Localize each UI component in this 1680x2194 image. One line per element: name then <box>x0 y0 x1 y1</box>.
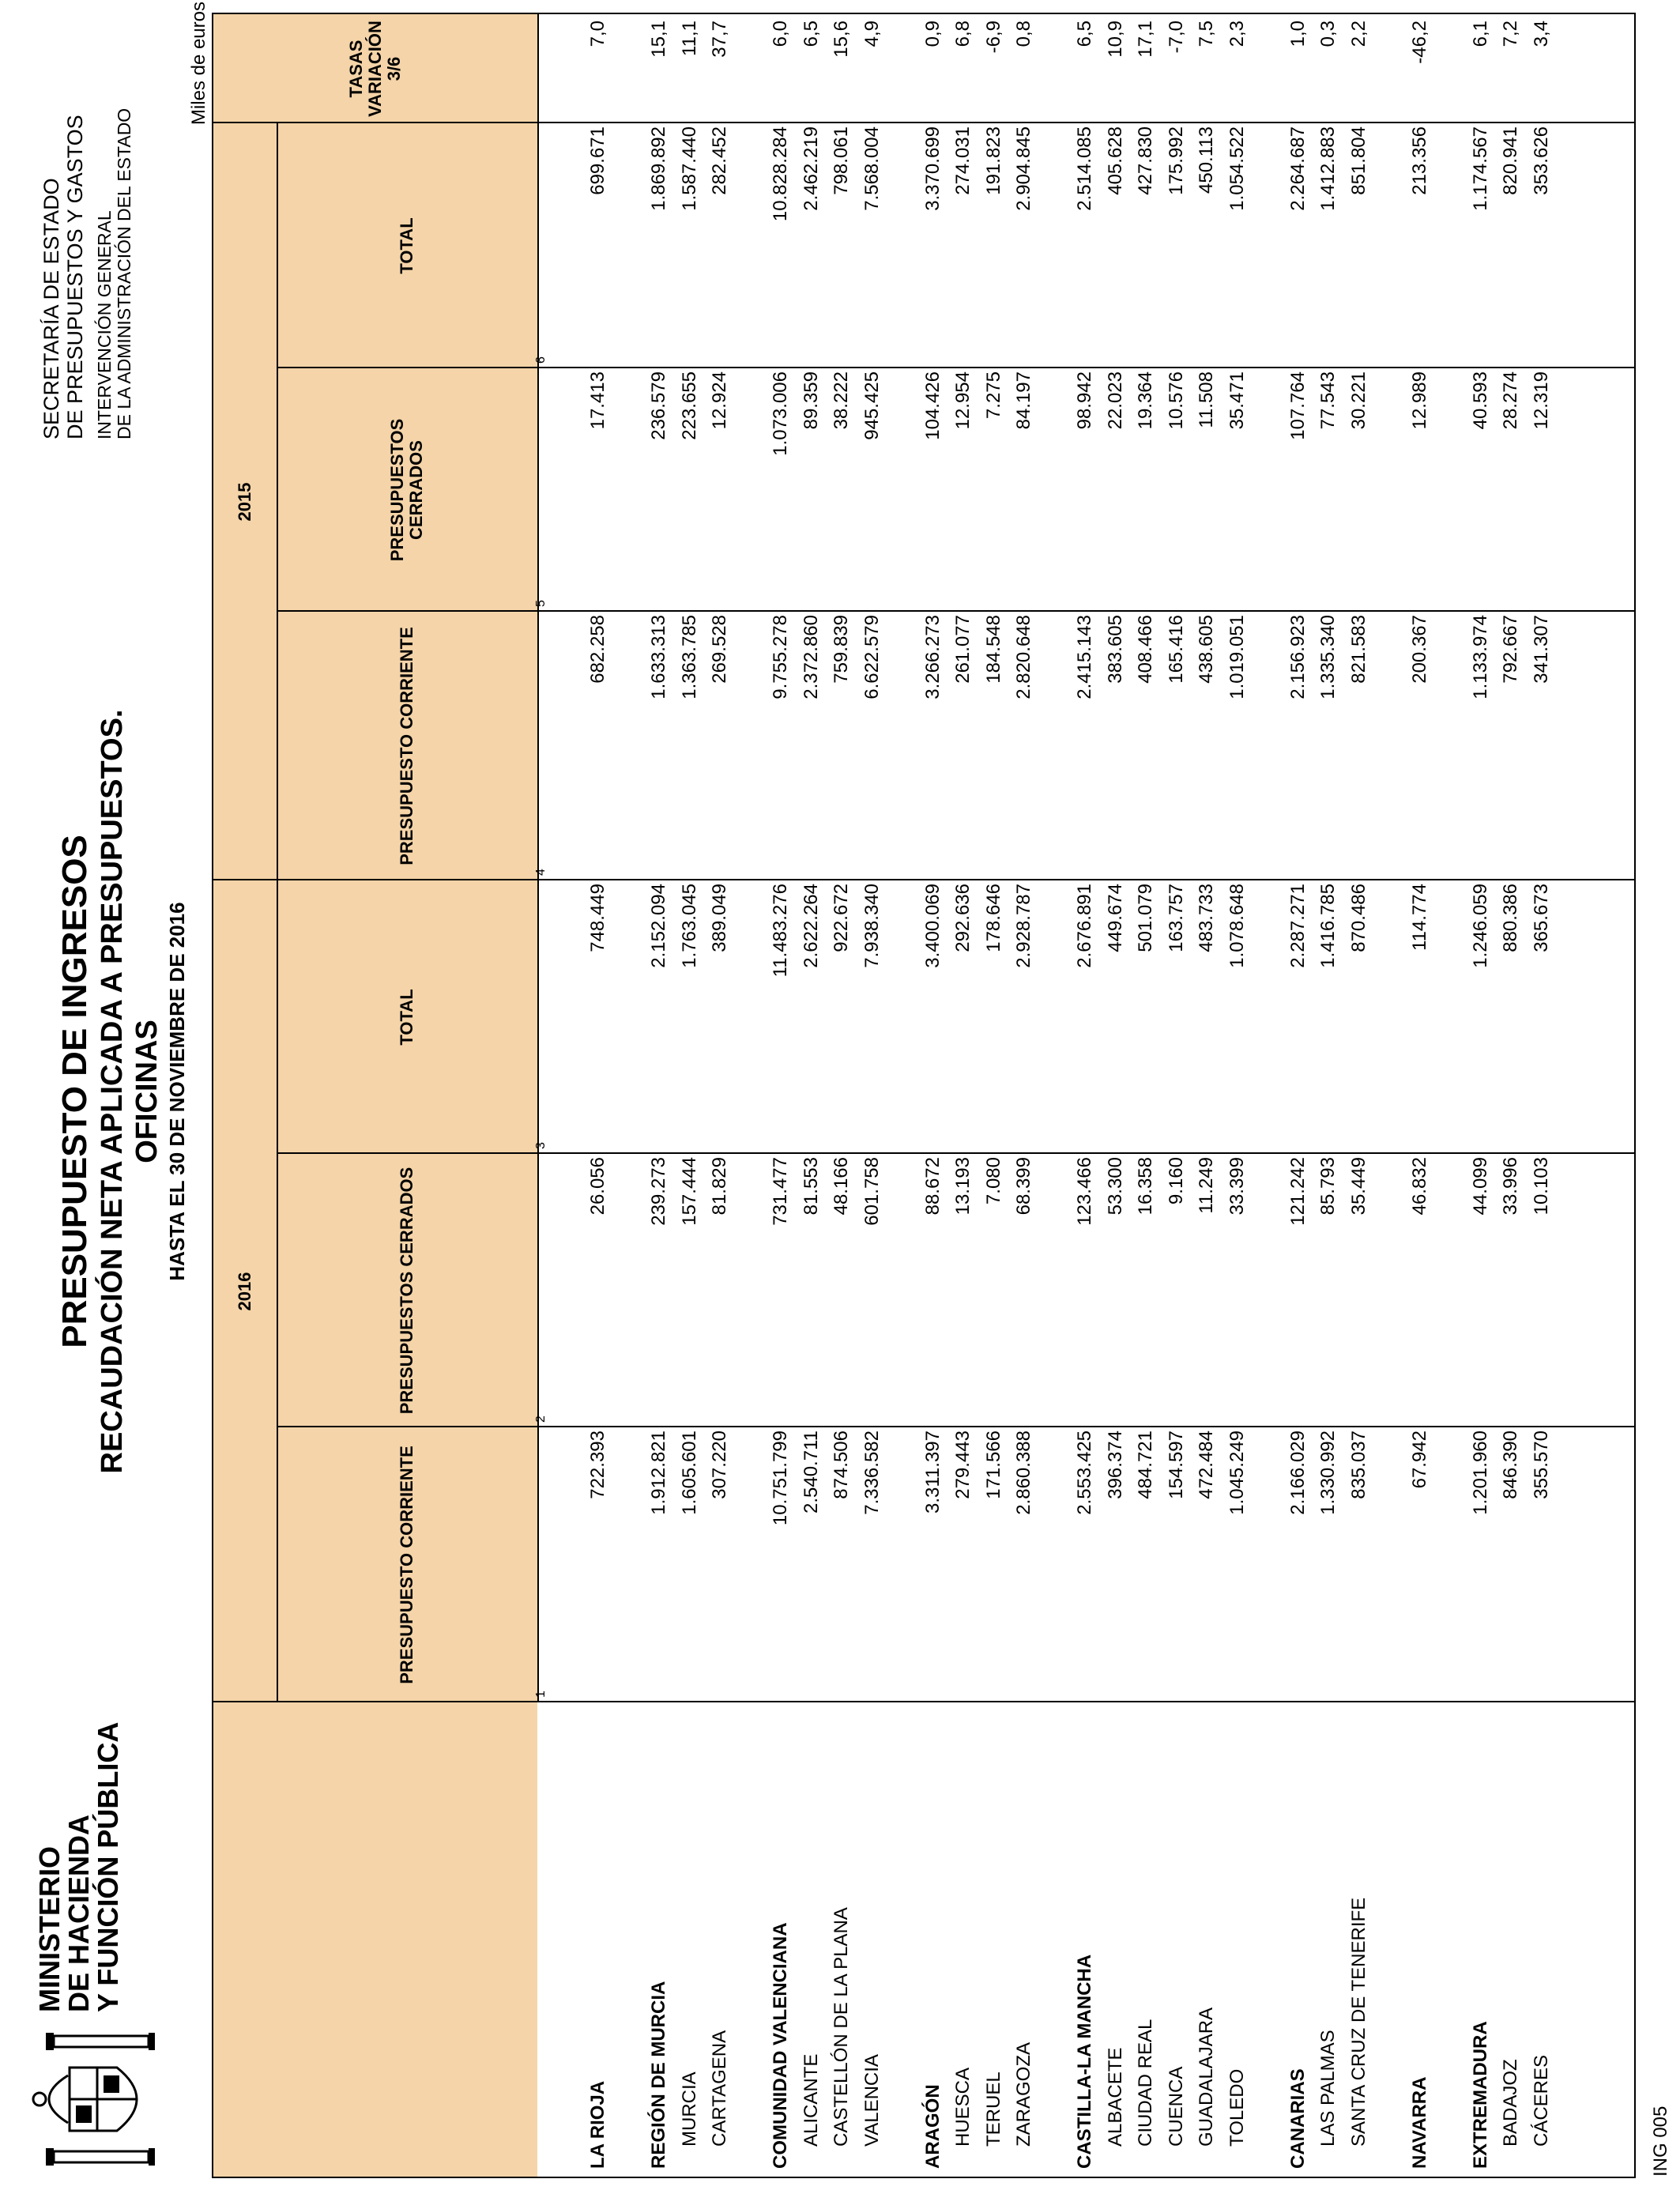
region-name: NAVARRA <box>1408 2076 1430 2169</box>
table-cell: 1.633.313 <box>648 615 669 699</box>
office-name: TOLEDO <box>1226 2068 1248 2147</box>
table-cell: 12.954 <box>952 371 974 430</box>
header-fill-names <box>213 1702 537 2177</box>
table-cell: 0,3 <box>1317 21 1339 47</box>
intervencion-line: DE LA ADMINISTRACIÓN DEL ESTADO <box>114 107 134 439</box>
col-closed-2015: PRESUPUESTOS CERRADOS <box>387 418 426 562</box>
region-name: EXTREMADURA <box>1469 2021 1491 2169</box>
coat-of-arms-icon <box>22 2028 164 2170</box>
table-cell: 10.576 <box>1165 371 1187 430</box>
table-cell: 200.367 <box>1408 615 1430 684</box>
table-cell: 7.568.004 <box>861 126 883 211</box>
table-cell: 6,1 <box>1469 21 1491 47</box>
table-cell: 798.061 <box>831 126 852 195</box>
table-cell: 121.242 <box>1286 1157 1309 1226</box>
table-cell: 2.860.388 <box>1013 1431 1034 1515</box>
table-cell: 365.673 <box>1530 884 1552 952</box>
table-cell: 184.548 <box>982 615 1004 684</box>
table-cell: 6,5 <box>800 21 822 47</box>
office-name: ZARAGOZA <box>1013 2041 1034 2147</box>
table-cell: 33.399 <box>1226 1157 1248 1216</box>
office-name: ALBACETE <box>1104 2047 1126 2147</box>
table-cell: 274.031 <box>952 126 974 195</box>
column-number: 4 <box>534 869 548 876</box>
table-cell: 1.412.883 <box>1317 126 1339 211</box>
table-cell: 874.506 <box>831 1431 852 1499</box>
intervencion-line: INTERVENCIÓN GENERAL <box>94 210 115 439</box>
table-cell: 307.220 <box>709 1431 730 1499</box>
table-cell: 191.823 <box>982 126 1004 195</box>
table-cell: 2.553.425 <box>1074 1431 1095 1515</box>
col-total-2016: TOTAL <box>397 989 416 1046</box>
table-cell: 7.080 <box>982 1157 1004 1205</box>
table-cell: -7,0 <box>1165 21 1187 54</box>
table-cell: 748.449 <box>587 884 608 952</box>
table-cell: 1,0 <box>1286 21 1309 47</box>
table-cell: 163.757 <box>1165 884 1187 952</box>
table-cell: 2,2 <box>1347 21 1369 47</box>
table-cell: 16.358 <box>1135 1157 1156 1216</box>
table-cell: 1.869.892 <box>648 126 669 211</box>
table-cell: 17,1 <box>1135 21 1156 58</box>
table-cell: 33.996 <box>1500 1157 1521 1216</box>
table-cell: 1.587.440 <box>678 126 700 211</box>
table-cell: 449.674 <box>1104 884 1126 952</box>
ministry-name <box>35 1722 122 2012</box>
table-cell: 2.622.264 <box>800 884 822 968</box>
grid-line <box>537 14 539 1702</box>
table-cell: 38.222 <box>831 371 852 430</box>
document-reference: ING 005 <box>1650 2105 1671 2177</box>
table-cell: 6,8 <box>952 21 974 47</box>
table-cell: 759.839 <box>831 615 852 684</box>
table-cell: 353.626 <box>1530 126 1552 195</box>
table-cell: 1.073.006 <box>770 371 791 456</box>
table-cell: 171.566 <box>982 1431 1004 1499</box>
table-cell: 1.363.785 <box>678 615 700 699</box>
table-cell: 88.672 <box>921 1157 944 1216</box>
table-cell: 792.667 <box>1500 615 1521 684</box>
table-cell: 6,0 <box>770 21 791 47</box>
table-cell: 236.579 <box>648 371 669 440</box>
table-cell: 154.597 <box>1165 1431 1187 1499</box>
table-cell: 104.426 <box>921 371 944 440</box>
table-cell: 722.393 <box>587 1431 608 1499</box>
table-cell: 1.019.051 <box>1226 615 1248 699</box>
office-name: VALENCIA <box>861 2054 883 2147</box>
table-cell: 1.605.601 <box>678 1431 700 1515</box>
col-total-2015: TOTAL <box>397 217 416 274</box>
table-cell: 341.307 <box>1530 615 1552 684</box>
table-cell: 7.938.340 <box>861 884 883 968</box>
table-cell: 175.992 <box>1165 126 1187 195</box>
table-cell: 1.912.821 <box>648 1431 669 1515</box>
table-cell: 945.425 <box>861 371 883 440</box>
table-cell: 53.300 <box>1104 1157 1126 1216</box>
col-rate-line: 3/6 <box>384 56 404 81</box>
units-label: Miles de euros <box>188 2 209 126</box>
office-name: CÁCERES <box>1530 2054 1552 2147</box>
table-cell: 483.733 <box>1196 884 1217 952</box>
table-cell: 279.443 <box>952 1431 974 1499</box>
table-cell: 7,5 <box>1196 21 1217 47</box>
table-cell: 1.045.249 <box>1226 1431 1248 1515</box>
table-cell: 22.023 <box>1104 371 1126 430</box>
table-cell: 2.540.711 <box>800 1431 822 1514</box>
table-cell: -46,2 <box>1408 21 1430 64</box>
table-cell: 2,3 <box>1226 21 1248 47</box>
table-cell: 48.166 <box>831 1157 852 1216</box>
table-cell: 10,9 <box>1104 21 1126 58</box>
table-cell: 84.197 <box>1013 371 1034 430</box>
col-rate-line: VARIACIÓN <box>365 21 385 117</box>
region-name: CASTILLA-LA MANCHA <box>1074 1954 1095 2169</box>
column-number: 3 <box>534 1142 548 1149</box>
ministry-line: DE HACIENDA <box>62 1814 95 2012</box>
table-cell: 3.400.069 <box>921 884 944 968</box>
table-cell: 355.570 <box>1530 1431 1552 1499</box>
table-cell: 11.249 <box>1196 1157 1217 1214</box>
table-cell: 269.528 <box>709 615 730 684</box>
secretariat-line: SECRETARÍA DE ESTADO <box>40 178 63 439</box>
grid-line <box>277 123 278 1702</box>
table-cell: 846.390 <box>1500 1431 1521 1499</box>
table-cell: 9.755.278 <box>770 615 791 699</box>
table-cell: 880.386 <box>1500 884 1521 952</box>
office-name: GUADALAJARA <box>1196 2007 1217 2147</box>
revenue-table <box>212 13 1636 2178</box>
table-cell: 2.166.029 <box>1286 1431 1309 1515</box>
table-cell: 6,5 <box>1074 21 1095 47</box>
secretariat-block <box>40 13 134 439</box>
table-cell: 4,9 <box>861 21 883 47</box>
table-cell: 11.483.276 <box>770 884 791 978</box>
col-current-2016: PRESUPUESTO CORRIENTE <box>397 1446 416 1684</box>
office-name: CASTELLÓN DE LA PLANA <box>831 1907 852 2147</box>
title-date: HASTA EL 30 DE NOVIEMBRE DE 2016 <box>165 902 189 1281</box>
table-cell: 396.374 <box>1104 1431 1126 1499</box>
col-closed-2016: PRESUPUESTOS CERRADOS <box>397 1167 416 1415</box>
table-cell: 114.774 <box>1408 884 1430 951</box>
table-cell: 870.486 <box>1347 884 1369 952</box>
table-cell: 731.477 <box>770 1157 791 1226</box>
table-cell: 15,1 <box>648 21 669 58</box>
office-name: CIUDAD REAL <box>1135 2019 1156 2147</box>
table-cell: 1.201.960 <box>1469 1431 1491 1515</box>
column-number: 1 <box>534 1691 548 1698</box>
table-cell: 6.622.579 <box>861 615 883 699</box>
table-cell: 40.593 <box>1469 371 1491 430</box>
table-cell: 44.099 <box>1469 1157 1491 1216</box>
region-name: CANARIAS <box>1286 2068 1309 2169</box>
office-name: MURCIA <box>678 2071 700 2147</box>
table-cell: 851.804 <box>1347 126 1369 195</box>
table-cell: 821.583 <box>1347 615 1369 684</box>
table-cell: 3,4 <box>1530 21 1552 47</box>
table-cell: 820.941 <box>1500 126 1521 195</box>
table-cell: 3.311.397 <box>921 1431 944 1514</box>
column-number: 5 <box>534 600 548 607</box>
table-cell: 261.077 <box>952 615 974 684</box>
table-cell: 213.356 <box>1408 126 1430 195</box>
table-cell: 77.543 <box>1317 371 1339 430</box>
table-cell: 239.273 <box>648 1157 669 1226</box>
region-name: REGIÓN DE MURCIA <box>648 1981 669 2169</box>
table-cell: 9.160 <box>1165 1157 1187 1205</box>
table-cell: 1.763.045 <box>678 884 700 968</box>
table-cell: 1.133.974 <box>1469 615 1491 699</box>
table-cell: 484.721 <box>1135 1431 1156 1499</box>
table-cell: 408.466 <box>1135 615 1156 684</box>
table-cell: 11,1 <box>678 21 700 56</box>
table-cell: 2.264.687 <box>1286 126 1309 211</box>
table-cell: 835.037 <box>1347 1431 1369 1499</box>
table-cell: 10.103 <box>1530 1157 1552 1216</box>
table-cell: 98.942 <box>1074 371 1095 430</box>
year-header-2016: 2016 <box>235 1272 254 1311</box>
table-cell: 46.832 <box>1408 1157 1430 1216</box>
table-cell: 2.462.219 <box>800 126 822 211</box>
ministry-line: Y FUNCIÓN PÚBLICA <box>92 1721 124 2012</box>
table-cell: 450.113 <box>1196 126 1217 194</box>
table-cell: 2.928.787 <box>1013 884 1034 968</box>
table-cell: 12.924 <box>709 371 730 430</box>
table-cell: 1.246.059 <box>1469 884 1491 968</box>
table-cell: 26.056 <box>587 1157 608 1216</box>
col-current-2015: PRESUPUESTO CORRIENTE <box>397 627 416 865</box>
table-cell: 1.416.785 <box>1317 884 1339 968</box>
table-cell: 7,2 <box>1500 21 1521 47</box>
office-name: CUENCA <box>1165 2066 1187 2147</box>
column-number: 2 <box>534 1416 548 1423</box>
table-cell: 13.193 <box>952 1157 974 1216</box>
office-name: BADAJOZ <box>1500 2059 1521 2147</box>
table-cell: 383.605 <box>1104 615 1126 684</box>
table-cell: 0,9 <box>921 21 944 47</box>
office-name: CARTAGENA <box>709 2030 730 2147</box>
table-cell: 107.764 <box>1286 371 1309 440</box>
table-cell: 157.444 <box>678 1157 700 1226</box>
table-cell: 427.830 <box>1135 126 1156 195</box>
table-cell: 501.079 <box>1135 884 1156 952</box>
table-cell: 2.415.143 <box>1074 615 1095 699</box>
table-cell: 2.152.094 <box>648 884 669 968</box>
table-cell: 15,6 <box>831 21 852 58</box>
table-cell: 81.829 <box>709 1157 730 1216</box>
table-cell: 85.793 <box>1317 1157 1339 1216</box>
table-cell: 28.274 <box>1500 371 1521 430</box>
table-cell: 81.553 <box>800 1157 822 1216</box>
office-name: HUESCA <box>952 2067 974 2147</box>
table-cell: 3.370.699 <box>921 126 944 211</box>
table-cell: 2.156.923 <box>1286 615 1309 699</box>
table-cell: 30.221 <box>1347 371 1369 430</box>
table-cell: 2.287.271 <box>1286 884 1309 968</box>
office-name: ALICANTE <box>800 2053 822 2147</box>
table-cell: 1.335.340 <box>1317 615 1339 699</box>
table-cell: 1.054.522 <box>1226 126 1248 211</box>
table-cell: 2.820.648 <box>1013 615 1034 699</box>
table-cell: 7.336.582 <box>861 1431 883 1515</box>
table-cell: 178.646 <box>982 884 1004 952</box>
table-cell: 12.319 <box>1530 371 1552 430</box>
table-cell: 389.049 <box>709 884 730 952</box>
table-cell: 7,0 <box>587 21 608 47</box>
table-cell: 405.628 <box>1104 126 1126 195</box>
title-main: PRESUPUESTO DE INGRESOS <box>55 835 94 1348</box>
table-cell: 19.364 <box>1135 371 1156 430</box>
region-name: ARAGÓN <box>921 2084 944 2169</box>
table-cell: 2.372.860 <box>800 615 822 699</box>
table-cell: 10.751.799 <box>770 1431 791 1526</box>
office-name: TERUEL <box>982 2071 1004 2147</box>
region-name: LA RIOJA <box>587 2080 608 2169</box>
table-cell: 223.655 <box>678 371 700 440</box>
col-rate <box>213 14 537 123</box>
table-cell: 11.508 <box>1196 371 1217 428</box>
table-cell: 438.605 <box>1196 615 1217 684</box>
table-cell: 472.484 <box>1196 1431 1217 1499</box>
table-cell: 1.330.992 <box>1317 1431 1339 1515</box>
secretariat-line: DE PRESUPUESTOS Y GASTOS <box>63 115 87 439</box>
col-rate-line: TASAS <box>346 40 366 98</box>
table-cell: 123.466 <box>1074 1157 1095 1226</box>
table-cell: 282.452 <box>709 126 730 195</box>
table-cell: 12.989 <box>1408 371 1430 430</box>
table-cell: 1.174.567 <box>1469 126 1491 211</box>
report-title <box>55 637 190 1546</box>
table-cell: 89.359 <box>800 371 822 430</box>
table-cell: 0,8 <box>1013 21 1034 47</box>
table-cell: 699.671 <box>587 126 608 195</box>
office-name: LAS PALMAS <box>1317 2030 1339 2147</box>
region-name: COMUNIDAD VALENCIANA <box>770 1922 791 2169</box>
table-cell: 2.676.891 <box>1074 884 1095 968</box>
table-cell: 165.416 <box>1165 615 1187 684</box>
table-cell: 7.275 <box>982 371 1004 420</box>
table-cell: 682.258 <box>587 615 608 684</box>
table-cell: 35.449 <box>1347 1157 1369 1216</box>
year-header-2015: 2015 <box>235 482 254 522</box>
table-cell: 1.078.648 <box>1226 884 1248 968</box>
title-sub: RECAUDACIÓN NETA APLICADA A PRESUPUESTOS. OFICINAS <box>96 709 164 1474</box>
table-cell: 35.471 <box>1226 371 1248 430</box>
ministry-line: MINISTERIO <box>33 1845 66 2012</box>
table-cell: 10.828.284 <box>770 126 791 222</box>
table-cell: 601.758 <box>861 1157 883 1226</box>
table-cell: 2.904.845 <box>1013 126 1034 211</box>
table-cell: 922.672 <box>831 884 852 952</box>
office-name: SANTA CRUZ DE TENERIFE <box>1347 1897 1369 2147</box>
table-cell: 17.413 <box>587 371 608 430</box>
table-cell: 3.266.273 <box>921 615 944 699</box>
table-cell: 68.399 <box>1013 1157 1034 1216</box>
table-cell: 37,7 <box>709 21 730 58</box>
table-cell: 2.514.085 <box>1074 126 1095 211</box>
column-number: 6 <box>534 356 548 364</box>
table-cell: -6,9 <box>982 21 1004 54</box>
table-cell: 67.942 <box>1408 1431 1430 1489</box>
table-cell: 292.636 <box>952 884 974 952</box>
